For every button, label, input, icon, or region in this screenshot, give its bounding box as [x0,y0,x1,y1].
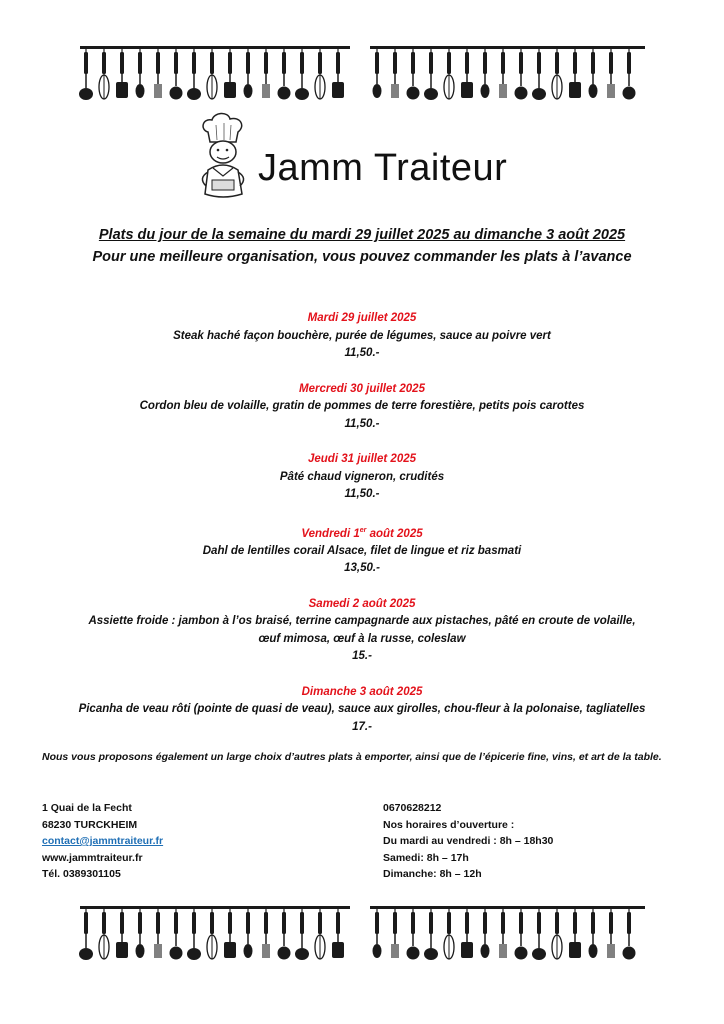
website-text: www.jammtraiteur.fr [42,851,143,864]
menu-day-dish: Pâté chaud vigneron, crudités [279,470,445,483]
kitchen-utensils-icon [0,42,724,112]
kitchen-utensils-icon [0,902,724,972]
address-city: 68230 TURCKHEIM [42,818,138,831]
menu-day-date: Dimanche 3 août 2025 [301,685,423,698]
chef-icon [196,112,256,202]
menu-day-price: 11,50.- [344,488,380,500]
hours-weekdays: Du mardi au vendredi : 8h – 18h30 [383,835,554,847]
menu-day-price: 11,50.- [344,347,380,359]
menu-day-price: 15.- [352,650,372,663]
brand-name: Jamm Traiteur [258,147,508,189]
menu-day-date: Mercredi 30 juillet 2025 [299,382,425,395]
menu-day [0,381,724,434]
menu-day-dish: Assiette froide : jambon à l’os braisé, terrine campagnarde aux pistaches, pâté en croute de volaille, [88,615,636,628]
email-link[interactable]: contact@jammtraiteur.fr [42,835,164,847]
menu-day-date-main: Vendredi 1 [301,527,360,540]
address-street: 1 Quai de la Fecht [42,802,132,814]
page-title: Plats du jour de la semaine du mardi 29 juillet 2025 au dimanche 3 août 2025 [98,227,626,243]
page-subtitle: Pour une meilleure organisation, vous pouvez commander les plats à l’avance [92,249,632,265]
menu-day-dish: Cordon bleu de volaille, gratin de pommes de terre forestière, petits pois carottes [139,400,585,412]
hours-title: Nos horaires d’ouverture : [383,818,515,831]
phone-text: Tél. 0389301105 [42,868,121,880]
weekly-menu [0,310,724,754]
kitchen-utensils-banner-top [0,42,724,112]
menu-day [0,596,724,666]
menu-day-dish: Dahl de lentilles corail Alsace, filet de lingue et riz basmati [202,544,522,557]
menu-day-price: 13,50.- [344,562,380,575]
menu-day-date: Jeudi 31 juillet 2025 [307,453,417,465]
menu-day-dish-continued: œuf mimosa, œuf à la russe, coleslaw [258,632,466,645]
menu-day-date-rest: août 2025 [366,527,423,540]
hours-sunday: Dimanche: 8h – 12h [383,868,482,880]
extra-offer-note: Nous vous proposons également un large choix d’autres plats à emporter, ainsi que de l’épicerie fine, vins, et art de la table. [42,751,662,763]
menu-day-price: 11,50.- [344,417,380,430]
menu-day-date [0,522,724,543]
menu-day-date: Mardi 29 juillet 2025 [307,312,417,324]
menu-day-date-ordinal: er [359,526,367,534]
menu-day [0,451,724,504]
menu-day [0,684,724,737]
menu-day [0,310,724,363]
opening-hours-block [383,800,553,883]
menu-day-dish: Picanha de veau rôti (pointe de quasi de veau), sauce aux girolles, chou-fleur à la polonaise, tagliatelles [78,703,646,716]
menu-day-price: 17.- [352,720,372,733]
contact-address-block [42,800,163,883]
mobile-text: 0670628212 [383,802,442,814]
hours-saturday: Samedi: 8h – 17h [383,851,469,864]
menu-day [0,522,724,578]
menu-day-dish: Steak haché façon bouchère, purée de légumes, sauce au poivre vert [173,329,551,342]
brand-logo [196,112,556,202]
kitchen-utensils-banner-bottom [0,902,724,972]
menu-day-date: Samedi 2 août 2025 [308,597,416,610]
